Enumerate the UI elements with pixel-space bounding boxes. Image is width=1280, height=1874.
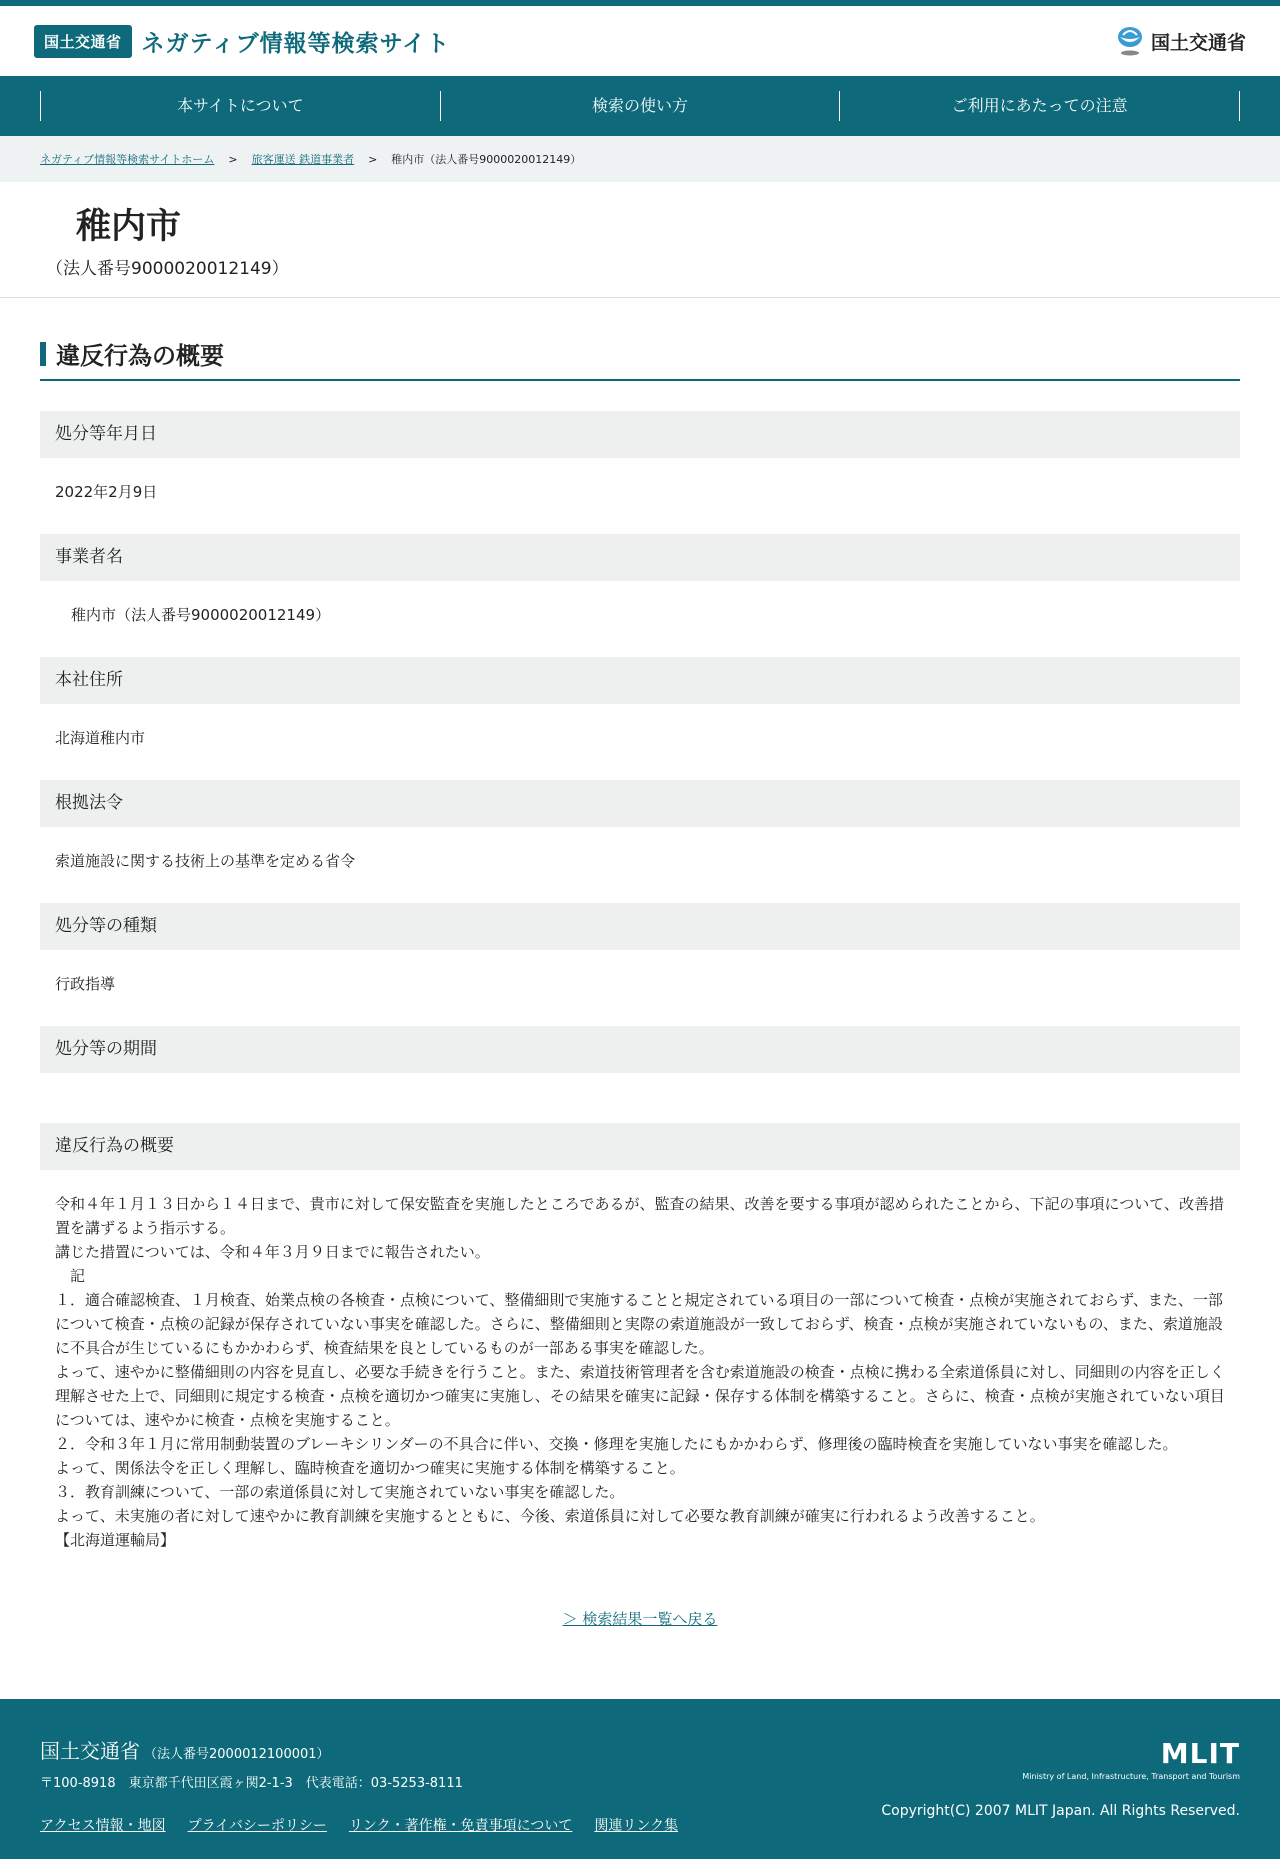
global-nav bbox=[0, 76, 1280, 136]
mlit-logo[interactable] bbox=[1022, 1737, 1240, 1781]
site-brand[interactable] bbox=[34, 25, 450, 58]
breadcrumb-separator: > bbox=[228, 152, 238, 166]
footer-link-related[interactable]: 関連リンク集 bbox=[594, 1818, 679, 1834]
breadcrumb-category-link[interactable]: 旅客運送 鉄道事業者 bbox=[251, 153, 355, 166]
copyright: Copyright(C) 2007 MLIT Japan. All Rights Reserved. bbox=[881, 1803, 1240, 1819]
nav-notes[interactable]: ご利用にあたっての注意 bbox=[839, 91, 1240, 121]
breadcrumb-home-link[interactable]: ネガティブ情報等検索サイトホーム bbox=[40, 153, 215, 166]
ministry-logo[interactable] bbox=[1115, 25, 1246, 57]
mlit-logo-word: MLIT bbox=[1160, 1737, 1240, 1770]
field-label-summary: 違反行為の概要 bbox=[40, 1123, 1240, 1170]
field-value-period bbox=[40, 1073, 1240, 1093]
section-heading-bar bbox=[40, 342, 46, 366]
footer-link-copyright[interactable]: リンク・著作権・免責事項について bbox=[348, 1818, 573, 1834]
field-value-type: 行政指導 bbox=[55, 975, 116, 993]
ministry-logo-text: 国土交通省 bbox=[1150, 31, 1246, 54]
entity-heading bbox=[0, 182, 1280, 298]
mlit-logo-subtitle: Ministry of Land, Infrastructure, Transport and Tourism bbox=[1022, 1772, 1240, 1781]
back-to-results-link[interactable]: ＞ 検索結果一覧へ戻る bbox=[562, 1610, 718, 1628]
main-content bbox=[0, 298, 1280, 1699]
footer-org-name: 国土交通省 bbox=[40, 1739, 140, 1763]
field-label-address: 本社住所 bbox=[40, 657, 1240, 704]
field-label-date: 処分等年月日 bbox=[40, 411, 1240, 458]
field-value-operator: 稚内市（法人番号9000020012149） bbox=[71, 606, 331, 624]
footer-address: 〒100-8918 東京都千代田区霞ヶ関2-1-3 代表電話：03-5253-8111 bbox=[40, 1776, 463, 1791]
field-value-summary: 令和４年１月１３日から１４日まで、貴市に対して保安監査を実施したところであるが、監査の結果、改善を要する事項が認められたことから、下記の事項について、改善措置を講ずるよう指示する。 講じた措置については、令和４年３月９日までに報告されたい。 記 １．適合確認検査、１月検査、始業点検の各検査・点検について、整備細則で実施することと規定されている項目の一部について検査・点検が実施されておらず、また、一部について検査・点検の記録が保存されていない事実を確認した。さらに、整備細則と実際の索道施設が一致しておらず、検査・点検が実施されていないもの、また、索道施設に不具合が生じているにもかかわらず、検査結果を良としているものが一部ある事実を確認した。 よって、速やかに整備細則の内容を見直し、必要な手続きを行うこと。また、索道技術管理者を含む索道施設の検査・点検に携わる全索道係員に対し、同細則の内容を正しく理解させた上で、同細則に規定する検査・点検を適切かつ確実に実施し、その結果を確実に記録・保存する体制を構築すること。さらに、検査・点検が実施されていない項目については、速やかに検査・点検を実施すること。 ２．令和３年１月に常用制動装置のブレーキシリンダーの不具合に伴い、交換・修理を実施したにもかかわらず、修理後の臨時検査を実施していない事実を確認した。 よって、関係法令を正しく理解し、臨時検査を適切かつ確実に実施する体制を構築すること。 ３．教育訓練について、一部の索道係員に対して実施されていない事実を確認した。 よって、未実施の者に対して速やかに教育訓練を実施するとともに、今後、索道係員に対して必要な教育訓練が確実に行われるよう改善すること。 【北海道運輸局】 bbox=[55, 1195, 1225, 1549]
breadcrumb-separator: > bbox=[368, 152, 378, 166]
nav-about[interactable]: 本サイトについて bbox=[40, 91, 440, 121]
field-value-law: 索道施設に関する技術上の基準を定める省令 bbox=[55, 852, 356, 870]
breadcrumb bbox=[0, 136, 1280, 182]
field-label-operator: 事業者名 bbox=[40, 534, 1240, 581]
footer-link-access[interactable]: アクセス情報・地図 bbox=[40, 1818, 166, 1834]
back-link-container bbox=[40, 1608, 1240, 1699]
section-heading-text: 違反行為の概要 bbox=[56, 342, 224, 370]
ministry-emblem-icon bbox=[1115, 25, 1145, 57]
site-footer bbox=[0, 1699, 1280, 1859]
field-value-date: 2022年2月9日 bbox=[55, 483, 158, 501]
section-heading bbox=[40, 336, 1240, 381]
field-label-type: 処分等の種類 bbox=[40, 903, 1240, 950]
brand-badge: 国土交通省 bbox=[34, 25, 132, 58]
breadcrumb-current: 稚内市（法人番号9000020012149） bbox=[391, 153, 582, 166]
page-title: 稚内市 bbox=[76, 207, 182, 247]
field-value-address: 北海道稚内市 bbox=[55, 729, 146, 747]
corp-number: （法人番号9000020012149） bbox=[46, 259, 289, 279]
site-title: ネガティブ情報等検索サイト bbox=[141, 30, 451, 57]
field-label-period: 処分等の期間 bbox=[40, 1026, 1240, 1073]
footer-link-privacy[interactable]: プライバシーポリシー bbox=[187, 1818, 327, 1834]
footer-org-number: （法人番号2000012100001） bbox=[144, 1747, 330, 1762]
nav-how-to-search[interactable]: 検索の使い方 bbox=[440, 91, 840, 121]
field-label-law: 根拠法令 bbox=[40, 780, 1240, 827]
site-header bbox=[0, 6, 1280, 76]
